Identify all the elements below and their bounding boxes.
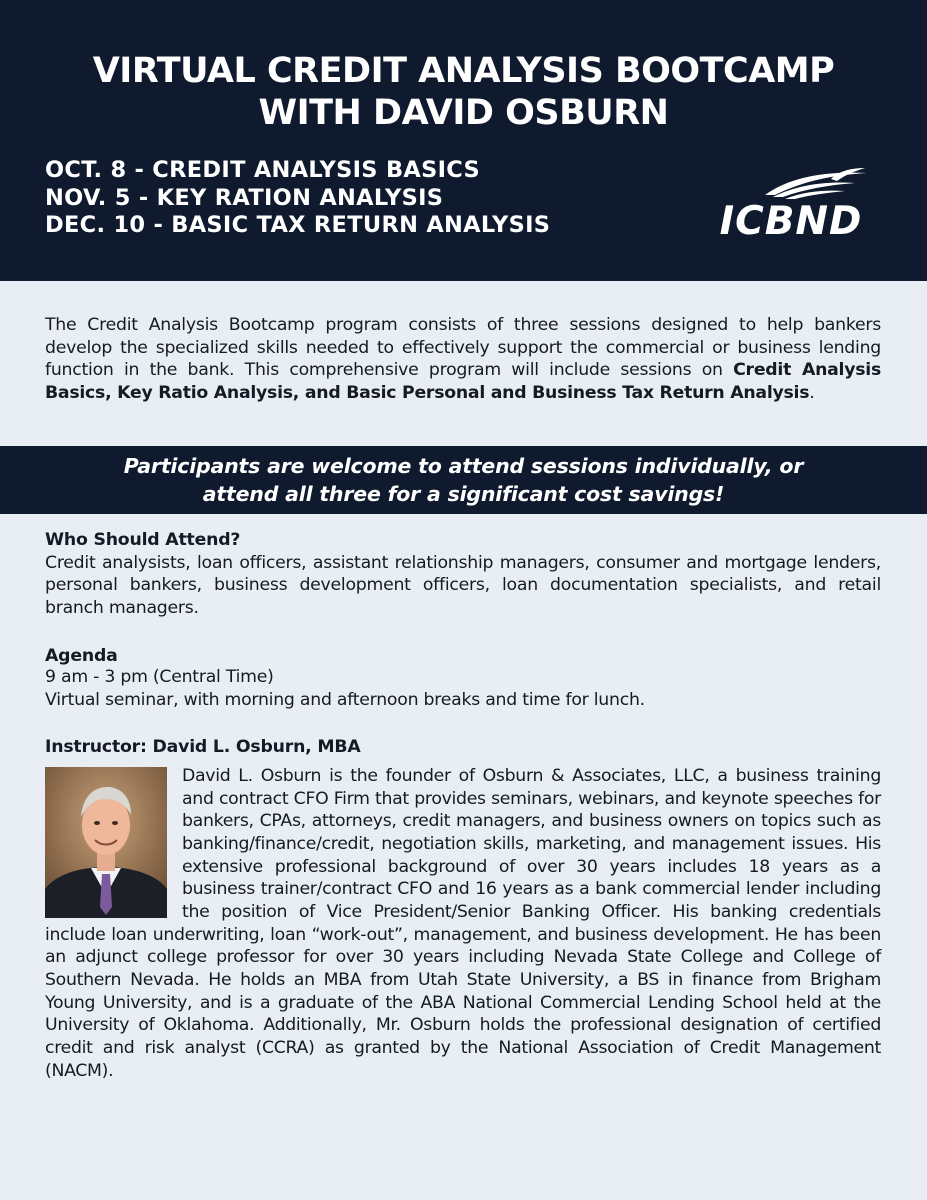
instructor-bio-text: David L. Osburn is the founder of Osburn & Associates, LLC, a business training and contract CFO Firm that provides seminars, webinars, and keynote speeches for bankers, CPAs, attorneys, credit managers, and business owners on topics such as banking/finance/credit, negotiation skills, marketing, and management issues. His extensive professional background of over 30 years includes 18 years as a business trainer/contract CFO and 16 years as a bank commercial lender including the position of Vice President/Senior Banking Officer. His banking credentials include loan underwriting, loan “work-out”, management, and business development. He has been an adjunct college professor for over 30 years including Nevada State College and College of Southern Nevada. He holds an MBA from Utah State University, a BS in finance from Brigham Young University, and is a graduate of the ABA National Commercial Lending School held at the University of Oklahoma. Additionally, Mr. Osburn holds the professional designation of certified credit and risk analyst (CCRA) as granted by the National Association of Credit Management (NACM). (45, 766, 881, 1081)
intro-paragraph (45, 314, 881, 404)
logo-swoosh-icon (765, 168, 867, 199)
banner-text (0, 452, 927, 508)
instructor-heading: Instructor: David L. Osburn, MBA (45, 737, 361, 757)
session-dates-list (45, 157, 550, 240)
title-line-1: VIRTUAL CREDIT ANALYSIS BOOTCAMP (92, 51, 835, 91)
logo-text: ICBND (719, 199, 863, 243)
session-date-oct: OCT. 8 - CREDIT ANALYSIS BASICS (45, 157, 481, 183)
intro-text: The Credit Analysis Bootcamp program consists of three sessions designed to help bankers develop the specialized skills needed to effectively support the commercial or business lending function in the bank. This comprehensive program will include sessions on (45, 315, 881, 380)
icbnd-logo (705, 163, 877, 243)
instructor-bio (45, 765, 881, 1082)
title-line-2: WITH DAVID OSBURN (258, 93, 669, 133)
agenda-details: Virtual seminar, with morning and afternoon breaks and time for lunch. (45, 690, 645, 710)
intro-end: . (809, 382, 815, 403)
session-date-dec: DEC. 10 - BASIC TAX RETURN ANALYSIS (45, 212, 551, 238)
agenda-heading: Agenda (45, 646, 118, 666)
agenda-time: 9 am - 3 pm (Central Time) (45, 667, 274, 687)
who-should-attend-text: Credit analysists, loan officers, assistant relationship managers, consumer and mortgage lenders, personal bankers, business development officers, loan documentation specialists, and retail branch managers. (45, 553, 881, 618)
banner-line-1: Participants are welcome to attend sessions individually, or (123, 454, 804, 478)
session-date-nov: NOV. 5 - KEY RATION ANALYSIS (45, 184, 444, 211)
page-title (0, 50, 927, 134)
banner-line-2: attend all three for a significant cost savings! (202, 482, 725, 506)
intro-sessions-bold: Credit Analysis Basics, Key Ratio Analysis, and Basic Personal and Business Tax Return Analysis (45, 360, 881, 403)
who-should-attend-heading: Who Should Attend? (45, 530, 241, 550)
